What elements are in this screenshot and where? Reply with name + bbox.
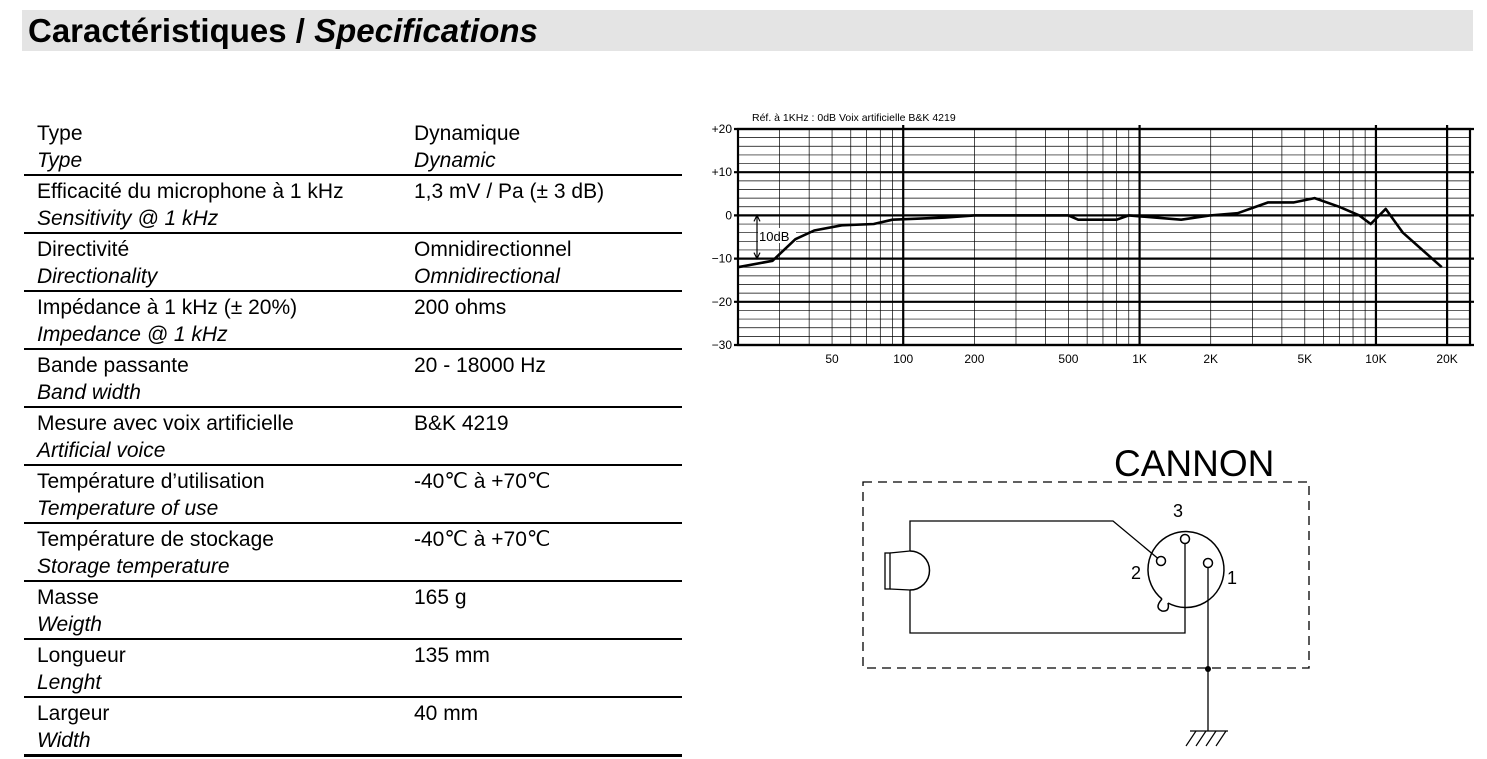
pin-label-2: 2 bbox=[1131, 563, 1142, 583]
y-tick-label: +10 bbox=[711, 165, 732, 180]
wiring-title: CANNON bbox=[1114, 443, 1275, 484]
spec-label-fr: Type bbox=[37, 122, 83, 145]
spec-label-fr: Largeur bbox=[37, 702, 110, 725]
connector-housing bbox=[863, 482, 1309, 668]
spec-value-fr: 40 mm bbox=[414, 702, 479, 725]
spec-label-fr: Température d’utilisation bbox=[37, 470, 265, 493]
spec-label-en: Lenght bbox=[37, 671, 102, 694]
spec-label-en: Band width bbox=[37, 381, 141, 404]
pin-label-3: 3 bbox=[1173, 501, 1184, 521]
spec-value-fr: 200 ohms bbox=[414, 296, 507, 319]
spec-label-fr: Longueur bbox=[37, 644, 126, 667]
xlr-connector-icon bbox=[1148, 532, 1224, 612]
spec-label-en: Weigth bbox=[37, 613, 102, 636]
spec-value-fr: -40℃ à +70℃ bbox=[414, 470, 551, 493]
spec-label-fr: Efficacité du microphone à 1 kHz bbox=[37, 180, 344, 203]
y-tick-label: −20 bbox=[711, 294, 732, 309]
x-tick-label: 500 bbox=[1058, 352, 1079, 366]
pin-label-1: 1 bbox=[1227, 568, 1238, 588]
spec-label-en: Impedance @ 1 kHz bbox=[37, 323, 228, 346]
wire-paths bbox=[910, 521, 1228, 731]
y-tick-label: −30 bbox=[711, 338, 732, 352]
spec-value-fr: Omnidirectionnel bbox=[414, 238, 572, 261]
spec-value-en: Omnidirectional bbox=[414, 265, 560, 288]
x-tick-label: 1K bbox=[1132, 352, 1147, 366]
spec-label-fr: Impédance à 1 kHz (± 20%) bbox=[37, 296, 298, 319]
spec-value-fr: Dynamique bbox=[414, 122, 521, 145]
y-tick-label: 0 bbox=[725, 208, 732, 223]
spec-label-en: Sensitivity @ 1 kHz bbox=[37, 207, 219, 230]
y-tick-label: +20 bbox=[711, 122, 732, 136]
spec-value-fr: 135 mm bbox=[414, 644, 490, 667]
ground-junction bbox=[1205, 666, 1211, 672]
spec-value-fr: 1,3 mV / Pa (± 3 dB) bbox=[414, 180, 605, 203]
spec-value-fr: 20 - 18000 Hz bbox=[414, 354, 546, 377]
spec-label-en: Artificial voice bbox=[37, 439, 166, 462]
x-tick-label: 2K bbox=[1203, 352, 1219, 366]
spec-label-en: Storage temperature bbox=[37, 555, 230, 578]
spec-label-en: Type bbox=[37, 149, 83, 172]
spec-label-en: Width bbox=[37, 729, 91, 752]
spec-label-fr: Masse bbox=[37, 586, 99, 609]
ground-icon bbox=[1186, 731, 1226, 746]
x-tick-label: 50 bbox=[825, 352, 839, 366]
spec-value-fr: -40℃ à +70℃ bbox=[414, 528, 551, 551]
spec-label-fr: Température de stockage bbox=[37, 528, 274, 551]
spec-value-en: Dynamic bbox=[414, 149, 496, 172]
spec-label-fr: Mesure avec voix artificielle bbox=[37, 412, 294, 435]
spec-value-fr: 165 g bbox=[414, 586, 467, 609]
spec-value-fr: B&K 4219 bbox=[414, 412, 509, 435]
chart-title: Réf. à 1KHz : 0dB Voix artificielle B&K 4219 bbox=[752, 112, 956, 124]
title-en: Specifications bbox=[314, 12, 538, 49]
x-tick-label: 20K bbox=[1436, 352, 1458, 366]
x-tick-label: 100 bbox=[893, 352, 914, 366]
title-fr: Caractéristiques / bbox=[28, 12, 305, 49]
y-tick-label: −10 bbox=[711, 251, 732, 266]
spec-label-en: Directionality bbox=[37, 265, 158, 288]
x-tick-label: 200 bbox=[964, 352, 985, 366]
spec-label-fr: Directivité bbox=[37, 238, 130, 261]
microphone-capsule-icon bbox=[885, 551, 930, 590]
x-tick-label: 5K bbox=[1297, 352, 1313, 366]
annotation-label: 10dB bbox=[759, 229, 790, 244]
x-tick-label: 10K bbox=[1365, 352, 1387, 366]
spec-label-fr: Bande passante bbox=[37, 354, 189, 377]
spec-label-en: Temperature of use bbox=[37, 497, 219, 520]
